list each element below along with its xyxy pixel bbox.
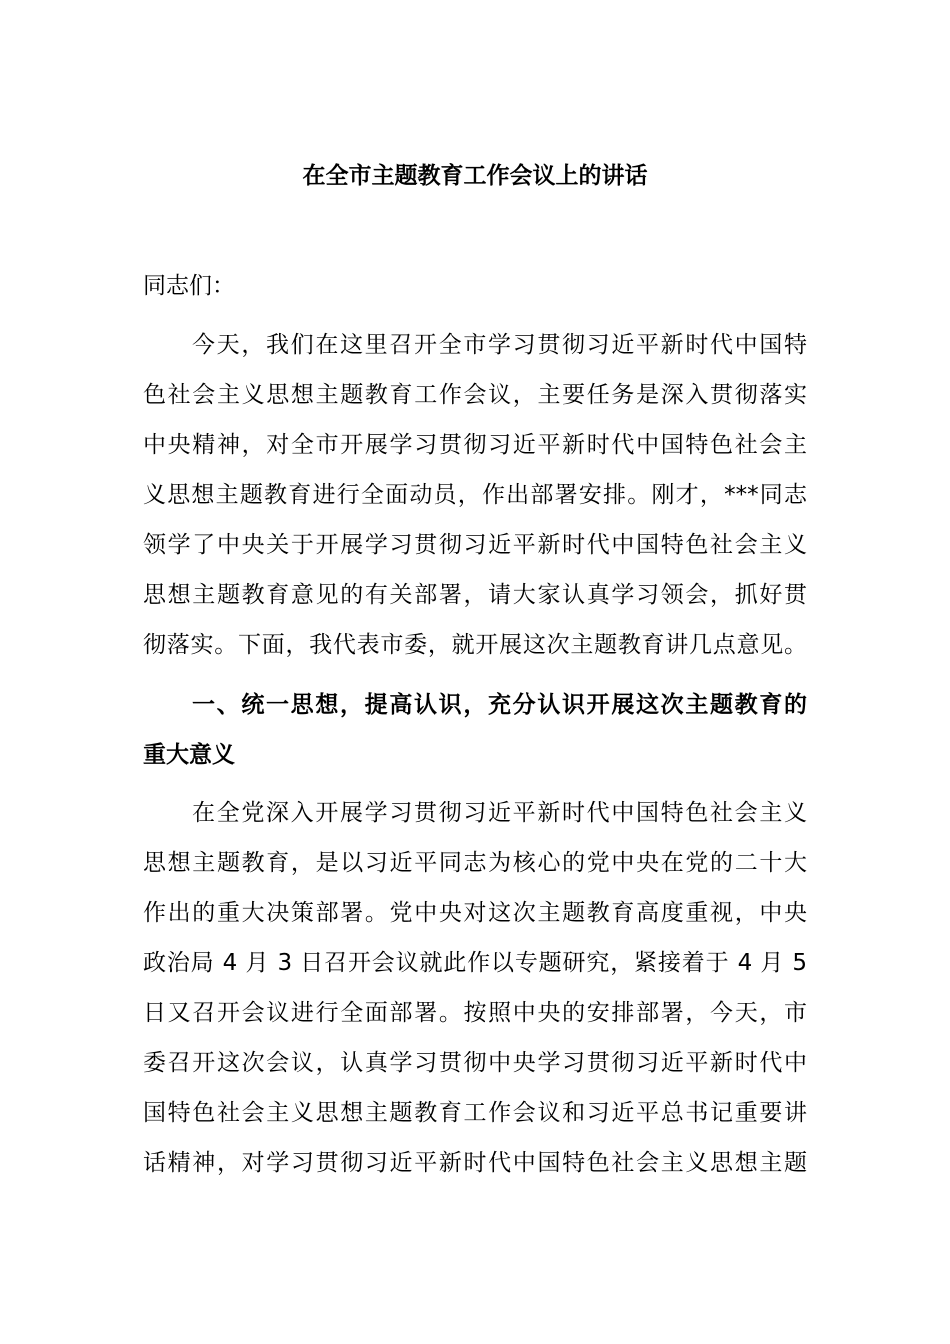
paragraph-line: 思想主题教育，是以习近平同志为核心的党中央在党的二十大 [143,850,807,876]
paragraph-line: 今天，我们在这里召开全市学习贯彻习近平新时代中国特 [192,332,807,358]
paragraph-line: 话精神，对学习贯彻习近平新时代中国特色社会主义思想主题 [143,1150,807,1176]
paragraph-line: 思想主题教育意见的有关部署，请大家认真学习领会，抓好贯 [143,582,807,608]
paragraph-line: 在全党深入开展学习贯彻习近平新时代中国特色社会主义 [192,800,807,826]
section-heading: 一、统一思想，提高认识，充分认识开展这次主题教育的 [192,692,807,718]
salutation: 同志们： [143,273,235,299]
section-heading: 重大意义 [143,742,235,768]
paragraph-line: 日又召开会议进行全面部署。按照中央的安排部署，今天，市 [143,1000,807,1026]
paragraph-line: 委召开这次会议，认真学习贯彻中央学习贯彻习近平新时代中 [143,1050,807,1076]
paragraph-line: 政治局 4 月 3 日召开会议就此作以专题研究，紧接着于 4 月 5 [143,950,807,976]
paragraph-line: 义思想主题教育进行全面动员，作出部署安排。刚才，***同志 [143,482,807,508]
paragraph-line: 领学了中央关于开展学习贯彻习近平新时代中国特色社会主义 [143,532,807,558]
paragraph-line: 国特色社会主义思想主题教育工作会议和习近平总书记重要讲 [143,1100,807,1126]
paragraph-line: 作出的重大决策部署。党中央对这次主题教育高度重视，中央 [143,900,807,926]
document-title: 在全市主题教育工作会议上的讲话 [302,163,648,189]
paragraph-line: 中央精神，对全市开展学习贯彻习近平新时代中国特色社会主 [143,432,807,458]
paragraph-line: 色社会主义思想主题教育工作会议，主要任务是深入贯彻落实 [143,382,807,408]
paragraph-line: 彻落实。下面，我代表市委，就开展这次主题教育讲几点意见。 [143,632,807,658]
